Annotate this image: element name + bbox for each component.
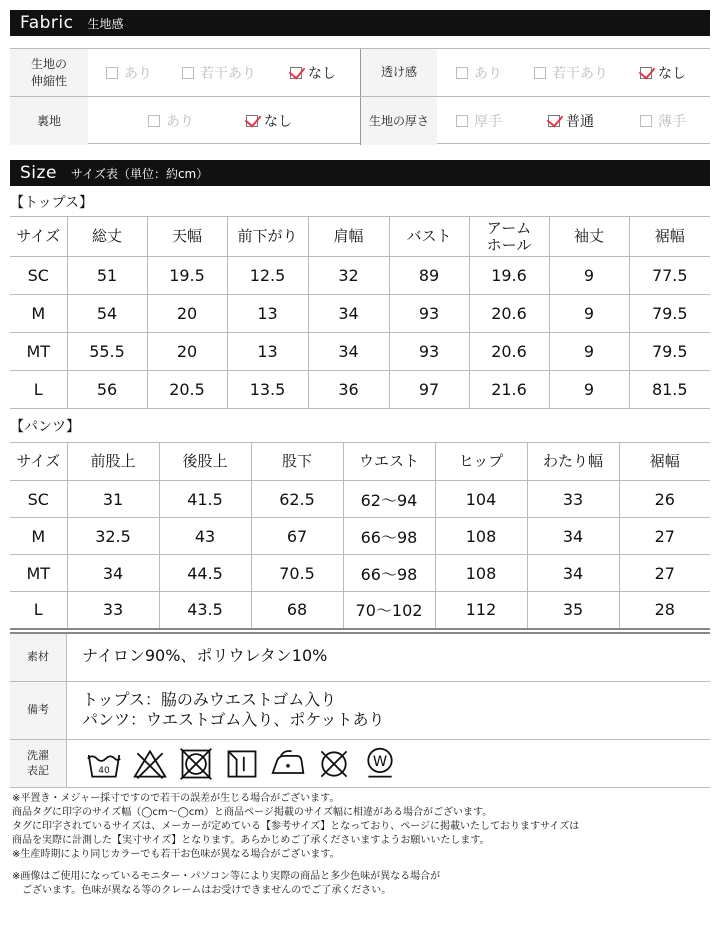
table-row xyxy=(10,518,710,555)
info-table xyxy=(10,632,710,788)
table-cell: 79.5 xyxy=(629,295,710,333)
remarks-line: パンツ：ウエストゴム入り、ポケットあり xyxy=(82,710,385,729)
table-cell: 108 xyxy=(435,555,527,592)
table-cell: 97 xyxy=(389,371,469,409)
fabric-row xyxy=(10,49,710,97)
fabric-row xyxy=(10,97,710,145)
table-cell: 27 xyxy=(619,555,710,592)
table-cell: 21.6 xyxy=(469,371,549,409)
column-header: ウエスト xyxy=(343,443,435,481)
table-cell: 34 xyxy=(308,295,389,333)
table-cell: 34 xyxy=(67,555,159,592)
fabric-header-bar xyxy=(10,10,710,36)
checkbox-icon xyxy=(106,67,118,79)
size-cell: M xyxy=(10,518,67,555)
no-bleach-icon xyxy=(132,746,168,782)
table-row xyxy=(10,555,710,592)
table-cell: 89 xyxy=(389,257,469,295)
table-cell: 55.5 xyxy=(67,333,147,371)
table-cell: 19.6 xyxy=(469,257,549,295)
note-line: タグに印字されているサイズは、メーカーが定めている【参考サイズ】となっており、ページに掲載いたしておりますサイズは xyxy=(12,821,580,832)
thickness-option-normal: 普通 xyxy=(548,97,594,145)
table-cell: 20.5 xyxy=(147,371,227,409)
material-label: 素材 xyxy=(10,634,67,681)
table-cell: 79.5 xyxy=(629,333,710,371)
checkbox-icon xyxy=(148,115,160,127)
remarks-value xyxy=(82,690,385,730)
table-cell: 9 xyxy=(549,371,629,409)
no-dry-clean-icon xyxy=(316,746,352,782)
table-cell: 44.5 xyxy=(159,555,251,592)
stretch-option-no: なし xyxy=(290,49,336,96)
table-cell: 13 xyxy=(227,333,308,371)
size-header-bar xyxy=(10,160,710,186)
tops-section-title: 【トップス】 xyxy=(10,195,94,211)
column-header: 後股上 xyxy=(159,443,251,481)
table-cell: 81.5 xyxy=(629,371,710,409)
remarks-label: 備考 xyxy=(10,682,67,739)
table-cell: 28 xyxy=(619,592,710,629)
stretch-option-slight: 若干あり xyxy=(182,49,256,96)
table-cell: 32 xyxy=(308,257,389,295)
table-row xyxy=(10,592,710,629)
table-cell: 34 xyxy=(527,518,619,555)
pants-header-row xyxy=(10,443,710,481)
checked-checkbox-icon xyxy=(246,115,258,127)
table-cell: 54 xyxy=(67,295,147,333)
iron-low-icon xyxy=(270,746,306,782)
table-cell: 41.5 xyxy=(159,481,251,518)
care-row xyxy=(10,740,710,788)
table-row xyxy=(10,371,710,409)
note-line: ※画像はご使用になっているモニター・パソコン等により実際の商品と多少色味が異なる場合が xyxy=(12,871,441,882)
table-cell: 34 xyxy=(308,333,389,371)
column-header: 袖丈 xyxy=(549,217,629,257)
sheer-option-yes: あり xyxy=(456,49,502,96)
table-cell: 93 xyxy=(389,333,469,371)
checked-checkbox-icon xyxy=(290,67,302,79)
no-tumble-dry-icon xyxy=(178,746,214,782)
thickness-label: 生地の厚さ xyxy=(361,97,437,145)
note-line: ※生産時期により同じカラーでも若干お色味が異なる場合がございます。 xyxy=(12,849,340,860)
column-header: 総丈 xyxy=(67,217,147,257)
checkbox-icon xyxy=(640,115,652,127)
table-row xyxy=(10,295,710,333)
checked-checkbox-icon xyxy=(640,67,652,79)
table-cell: 9 xyxy=(549,295,629,333)
checkbox-icon xyxy=(182,67,194,79)
size-cell: MT xyxy=(10,333,67,371)
checkbox-icon xyxy=(456,115,468,127)
column-header: ヒップ xyxy=(435,443,527,481)
note-line: ※平置き・メジャー採寸ですので若干の誤差が生じる場合がございます。 xyxy=(12,793,340,804)
table-cell: 43 xyxy=(159,518,251,555)
note-line: 商品タグに印字のサイズ幅（◯cm〜◯cm）と商品ページ掲載のサイズ幅に相違がある場合がございます。 xyxy=(12,807,493,818)
tops-size-table xyxy=(10,216,710,409)
remarks-row xyxy=(10,682,710,740)
table-cell: 12.5 xyxy=(227,257,308,295)
column-header: 裾幅 xyxy=(619,443,710,481)
tops-header-row xyxy=(10,217,710,257)
note-line: ございます。色味が異なる等のクレームはお受けできませんのでご了承ください。 xyxy=(12,885,392,896)
size-cell: L xyxy=(10,592,67,629)
table-cell: 35 xyxy=(527,592,619,629)
pants-size-table xyxy=(10,442,710,630)
table-row xyxy=(10,257,710,295)
fabric-table xyxy=(10,48,710,144)
lining-option-no: なし xyxy=(246,97,292,145)
size-cell: SC xyxy=(10,257,67,295)
wet-clean-icon xyxy=(362,746,398,782)
svg-text:40: 40 xyxy=(98,766,110,776)
column-header: 股下 xyxy=(251,443,343,481)
table-cell: 108 xyxy=(435,518,527,555)
column-header: 天幅 xyxy=(147,217,227,257)
stretch-option-yes: あり xyxy=(106,49,152,96)
size-cell: M xyxy=(10,295,67,333)
line-dry-shade-icon xyxy=(224,746,260,782)
table-cell: 33 xyxy=(67,592,159,629)
table-cell: 31 xyxy=(67,481,159,518)
column-header: 裾幅 xyxy=(629,217,710,257)
table-cell: 66〜98 xyxy=(343,518,435,555)
table-cell: 104 xyxy=(435,481,527,518)
material-row xyxy=(10,634,710,682)
table-cell: 27 xyxy=(619,518,710,555)
wash-40-icon xyxy=(86,746,122,782)
table-cell: 93 xyxy=(389,295,469,333)
table-cell: 34 xyxy=(527,555,619,592)
table-cell: 9 xyxy=(549,257,629,295)
care-label: 洗濯 表記 xyxy=(10,740,67,787)
thickness-option-thick: 厚手 xyxy=(456,97,502,145)
column-header: わたり幅 xyxy=(527,443,619,481)
table-cell: 43.5 xyxy=(159,592,251,629)
size-subtitle: サイズ表（単位：約cm） xyxy=(70,166,209,181)
column-header: サイズ xyxy=(10,443,67,481)
size-cell: L xyxy=(10,371,67,409)
checkbox-icon xyxy=(534,67,546,79)
fabric-title: Fabric xyxy=(20,13,74,33)
table-row xyxy=(10,481,710,518)
table-cell: 20 xyxy=(147,295,227,333)
table-cell: 66〜98 xyxy=(343,555,435,592)
table-cell: 20 xyxy=(147,333,227,371)
table-cell: 62.5 xyxy=(251,481,343,518)
table-cell: 13.5 xyxy=(227,371,308,409)
table-row xyxy=(10,333,710,371)
table-cell: 62〜94 xyxy=(343,481,435,518)
table-cell: 13 xyxy=(227,295,308,333)
lining-option-yes: あり xyxy=(148,97,194,145)
sheerness-label: 透け感 xyxy=(361,49,437,96)
table-cell: 51 xyxy=(67,257,147,295)
table-cell: 56 xyxy=(67,371,147,409)
column-header: アーム ホール xyxy=(469,217,549,257)
svg-text:W: W xyxy=(372,753,388,770)
sheer-option-no: なし xyxy=(640,49,686,96)
table-cell: 32.5 xyxy=(67,518,159,555)
table-cell: 70.5 xyxy=(251,555,343,592)
size-cell: MT xyxy=(10,555,67,592)
table-cell: 20.6 xyxy=(469,333,549,371)
table-cell: 68 xyxy=(251,592,343,629)
care-icons xyxy=(86,746,398,782)
table-cell: 33 xyxy=(527,481,619,518)
pants-section-title: 【パンツ】 xyxy=(10,419,80,435)
table-cell: 70〜102 xyxy=(343,592,435,629)
table-cell: 20.6 xyxy=(469,295,549,333)
lining-label: 裏地 xyxy=(10,97,88,145)
checked-checkbox-icon xyxy=(548,115,560,127)
table-cell: 19.5 xyxy=(147,257,227,295)
table-cell: 67 xyxy=(251,518,343,555)
table-cell: 26 xyxy=(619,481,710,518)
sheer-option-slight: 若干あり xyxy=(534,49,608,96)
thickness-option-thin: 薄手 xyxy=(640,97,686,145)
column-header: 前下がり xyxy=(227,217,308,257)
notes xyxy=(12,792,712,898)
note-line: 商品を実際に計測した【実寸サイズ】となります。あらかじめご了承くださいますようお願いいたします。 xyxy=(12,835,490,846)
checkbox-icon xyxy=(456,67,468,79)
table-cell: 77.5 xyxy=(629,257,710,295)
table-cell: 9 xyxy=(549,333,629,371)
remarks-line: トップス：脇のみウエストゴム入り xyxy=(82,690,337,709)
table-cell: 112 xyxy=(435,592,527,629)
material-value: ナイロン90%、ポリウレタン10% xyxy=(82,646,328,665)
column-header: 肩幅 xyxy=(308,217,389,257)
size-cell: SC xyxy=(10,481,67,518)
column-header: バスト xyxy=(389,217,469,257)
column-header: サイズ xyxy=(10,217,67,257)
fabric-subtitle: 生地感 xyxy=(87,16,124,31)
column-header: 前股上 xyxy=(67,443,159,481)
stretch-label: 生地の 伸縮性 xyxy=(10,49,88,96)
size-title: Size xyxy=(20,163,57,183)
table-cell: 36 xyxy=(308,371,389,409)
